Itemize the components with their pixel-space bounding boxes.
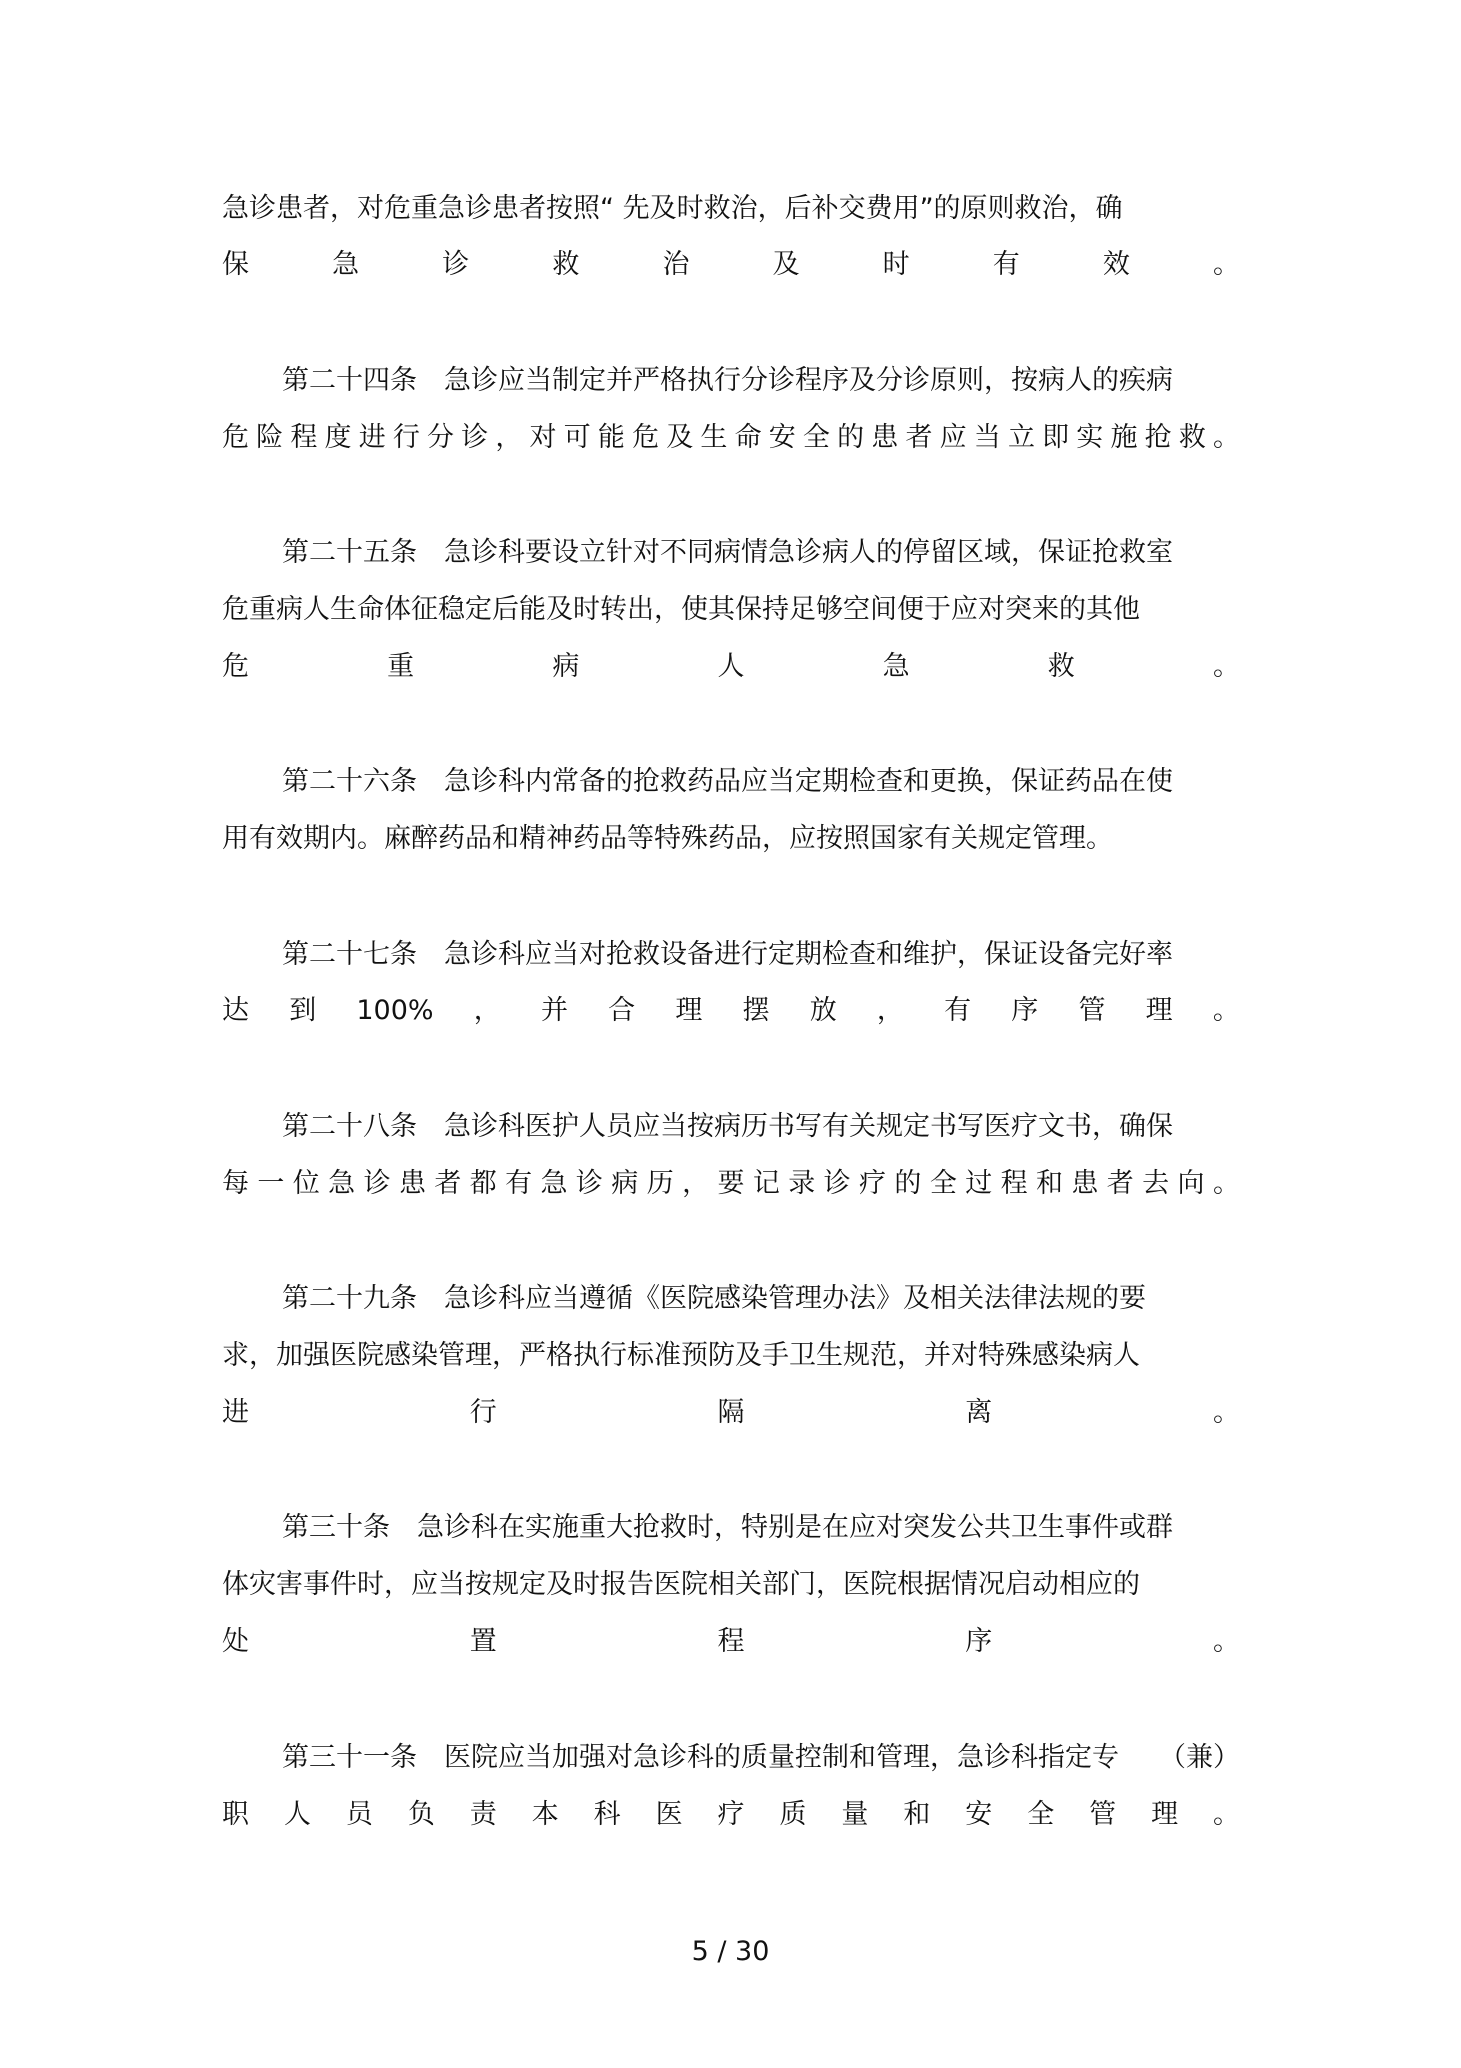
spread-char: 时 (882, 249, 910, 280)
spread-char: 全 (802, 422, 830, 453)
page-number: 5 / 30 (691, 1936, 770, 1967)
spread-char: 进 (358, 422, 386, 453)
spread-char: 治 (662, 249, 690, 280)
spread-char: 处 (222, 1626, 249, 1657)
spread-char: 有 (944, 995, 972, 1026)
spread-char: 诊 (823, 1168, 851, 1199)
spread-char: 立 (1007, 422, 1035, 453)
spread-char: 急 (328, 1168, 356, 1199)
spread-line (222, 1795, 1240, 1835)
spread-char: 急 (540, 1168, 568, 1199)
spread-char: 当 (973, 422, 1001, 453)
spread-char: 急 (332, 249, 360, 280)
spread-char: 管 (1089, 1799, 1117, 1830)
spread-char: 隔 (717, 1397, 745, 1428)
spread-line (222, 1164, 1240, 1204)
spread-char: 救 (1047, 651, 1075, 682)
spread-char: 重 (387, 651, 415, 682)
spread-char: 诊 (363, 1168, 391, 1199)
spread-char: ， (495, 422, 523, 453)
spread-char: 救 (1178, 422, 1206, 453)
spread-char: 应 (939, 422, 967, 453)
spread-char: 程 (717, 1626, 745, 1657)
spread-char: 量 (841, 1799, 869, 1830)
spread-char: 实 (1076, 422, 1104, 453)
spread-char: 和 (903, 1799, 931, 1830)
spread-char: 100% (356, 995, 434, 1026)
spread-char: 患 (398, 1168, 426, 1199)
spread-char: 命 (734, 422, 762, 453)
spread-char: 对 (529, 422, 557, 453)
spread-char: 科 (593, 1799, 621, 1830)
spread-char: 生 (700, 422, 728, 453)
spread-char: 。 (1213, 1799, 1240, 1830)
spread-line (222, 1622, 1240, 1662)
spread-char: 离 (965, 1397, 993, 1428)
article-31-line (282, 1738, 1240, 1778)
spread-char: 病 (611, 1168, 639, 1199)
spread-char: 及 (772, 249, 800, 280)
spread-char: 诊 (575, 1168, 603, 1199)
text-line: 急诊患者，对危重急诊患者按照“ 先及时救治，后补交费用”的原则救治，确 (222, 193, 1123, 224)
spread-char: 记 (752, 1168, 780, 1199)
spread-char: 程 (1000, 1168, 1028, 1199)
spread-char: 患 (871, 422, 899, 453)
spread-char: 分 (427, 422, 455, 453)
spread-char: 负 (407, 1799, 435, 1830)
spread-char: ， (682, 1168, 710, 1199)
spread-char: 位 (292, 1168, 320, 1199)
spread-char: 者 (1106, 1168, 1134, 1199)
spread-char: 过 (965, 1168, 993, 1199)
spread-char: 都 (469, 1168, 497, 1199)
spread-char: 。 (1212, 651, 1240, 682)
spread-char: 效 (1102, 249, 1130, 280)
spread-char: 程 (290, 422, 318, 453)
spread-char: 危 (222, 651, 249, 682)
spread-char: 向 (1177, 1168, 1205, 1199)
spread-char: 和 (1035, 1168, 1063, 1199)
article-29-line: 第二十九条 急诊科应当遵循《医院感染管理办法》及相关法律法规的要 (282, 1283, 1146, 1314)
spread-char: 疗 (717, 1799, 745, 1830)
spread-char: 安 (965, 1799, 993, 1830)
spread-char: 到 (289, 995, 317, 1026)
spread-char: 诊 (442, 249, 470, 280)
spread-char: 急 (882, 651, 910, 682)
spread-char: 要 (717, 1168, 745, 1199)
spread-char: 理 (675, 995, 703, 1026)
spread-char: 能 (597, 422, 625, 453)
spread-char: 摆 (742, 995, 770, 1026)
spread-char: 人 (283, 1799, 311, 1830)
spread-char: 诊 (461, 422, 489, 453)
text-line: 求，加强医院感染管理，严格执行标准预防及手卫生规范，并对特殊感染病人 (222, 1340, 1140, 1371)
spread-char: 救 (552, 249, 580, 280)
spread-char: 危 (632, 422, 660, 453)
spread-char: 。 (1212, 995, 1240, 1026)
spread-char: 患 (1071, 1168, 1099, 1199)
spread-char: 质 (779, 1799, 807, 1830)
spread-char: 全 (929, 1168, 957, 1199)
spread-char: 放 (809, 995, 837, 1026)
spread-char: 序 (1011, 995, 1039, 1026)
spread-char: 安 (768, 422, 796, 453)
spread-line (222, 647, 1240, 687)
spread-char: 险 (256, 422, 284, 453)
article-30-line: 第三十条 急诊科在实施重大抢救时，特别是在应对突发公共卫生事件或群 (282, 1512, 1173, 1543)
spread-char: 行 (469, 1397, 497, 1428)
article-28-line: 第二十八条 急诊科医护人员应当按病历书写有关规定书写医疗文书，确保 (282, 1111, 1173, 1142)
spread-char: 。 (1213, 1626, 1240, 1657)
text-line: 用有效期内。麻醉药品和精神药品等特殊药品，应按照国家有关规定管理。 (222, 823, 1113, 854)
spread-char: 疗 (859, 1168, 887, 1199)
trailing-note: （兼） (1159, 1742, 1240, 1773)
spread-line (222, 418, 1240, 458)
spread-char: 保 (222, 249, 249, 280)
spread-char: 进 (222, 1397, 249, 1428)
spread-char: 。 (1212, 422, 1240, 453)
spread-char: 每 (222, 1168, 249, 1199)
article-31-text: 第三十一条 医院应当加强对急诊科的质量控制和管理，急诊科指定专 (282, 1742, 1119, 1773)
spread-char: 责 (469, 1799, 497, 1830)
spread-char: 及 (666, 422, 694, 453)
article-27-line: 第二十七条 急诊科应当对抢救设备进行定期检查和维护，保证设备完好率 (282, 939, 1173, 970)
spread-char: 。 (1213, 1397, 1240, 1428)
spread-char: 者 (434, 1168, 462, 1199)
spread-char: 一 (257, 1168, 285, 1199)
spread-char: 可 (563, 422, 591, 453)
spread-char: 理 (1151, 1799, 1179, 1830)
spread-char: 医 (655, 1799, 683, 1830)
spread-char: 员 (345, 1799, 373, 1830)
article-24-line: 第二十四条 急诊应当制定并严格执行分诊程序及分诊原则，按病人的疾病 (282, 365, 1173, 396)
spread-char: 度 (324, 422, 352, 453)
spread-line (222, 245, 1240, 285)
spread-char: 抢 (1144, 422, 1172, 453)
spread-char: 即 (1042, 422, 1070, 453)
spread-line (222, 1393, 1240, 1433)
spread-char: 职 (222, 1799, 249, 1830)
spread-char: 本 (531, 1799, 559, 1830)
spread-char: 历 (646, 1168, 674, 1199)
spread-char: 合 (608, 995, 636, 1026)
article-25-line: 第二十五条 急诊科要设立针对不同病情急诊病人的停留区域，保证抢救室 (282, 537, 1173, 568)
spread-char: 的 (894, 1168, 922, 1199)
spread-char: 全 (1027, 1799, 1055, 1830)
spread-char: ， (876, 995, 904, 1026)
spread-line (222, 991, 1240, 1031)
spread-char: 并 (540, 995, 568, 1026)
article-26-line: 第二十六条 急诊科内常备的抢救药品应当定期检查和更换，保证药品在使 (282, 766, 1173, 797)
spread-char: 录 (788, 1168, 816, 1199)
spread-char: 人 (717, 651, 745, 682)
spread-char: ， (473, 995, 501, 1026)
spread-char: 有 (992, 249, 1020, 280)
spread-char: 管 (1078, 995, 1106, 1026)
spread-char: 去 (1142, 1168, 1170, 1199)
spread-char: 达 (222, 995, 249, 1026)
text-line: 体灾害事件时，应当按规定及时报告医院相关部门，医院根据情况启动相应的 (222, 1569, 1140, 1600)
spread-char: 行 (392, 422, 420, 453)
spread-char: 病 (552, 651, 580, 682)
spread-char: 。 (1212, 249, 1240, 280)
spread-char: 者 (905, 422, 933, 453)
spread-char: 危 (222, 422, 249, 453)
text-line: 危重病人生命体征稳定后能及时转出，使其保持足够空间便于应对突来的其他 (222, 594, 1140, 625)
spread-char: 有 (505, 1168, 533, 1199)
spread-char: 。 (1212, 1168, 1240, 1199)
spread-char: 理 (1145, 995, 1173, 1026)
spread-char: 的 (837, 422, 865, 453)
spread-char: 施 (1110, 422, 1138, 453)
spread-char: 置 (469, 1626, 497, 1657)
spread-char: 序 (965, 1626, 993, 1657)
